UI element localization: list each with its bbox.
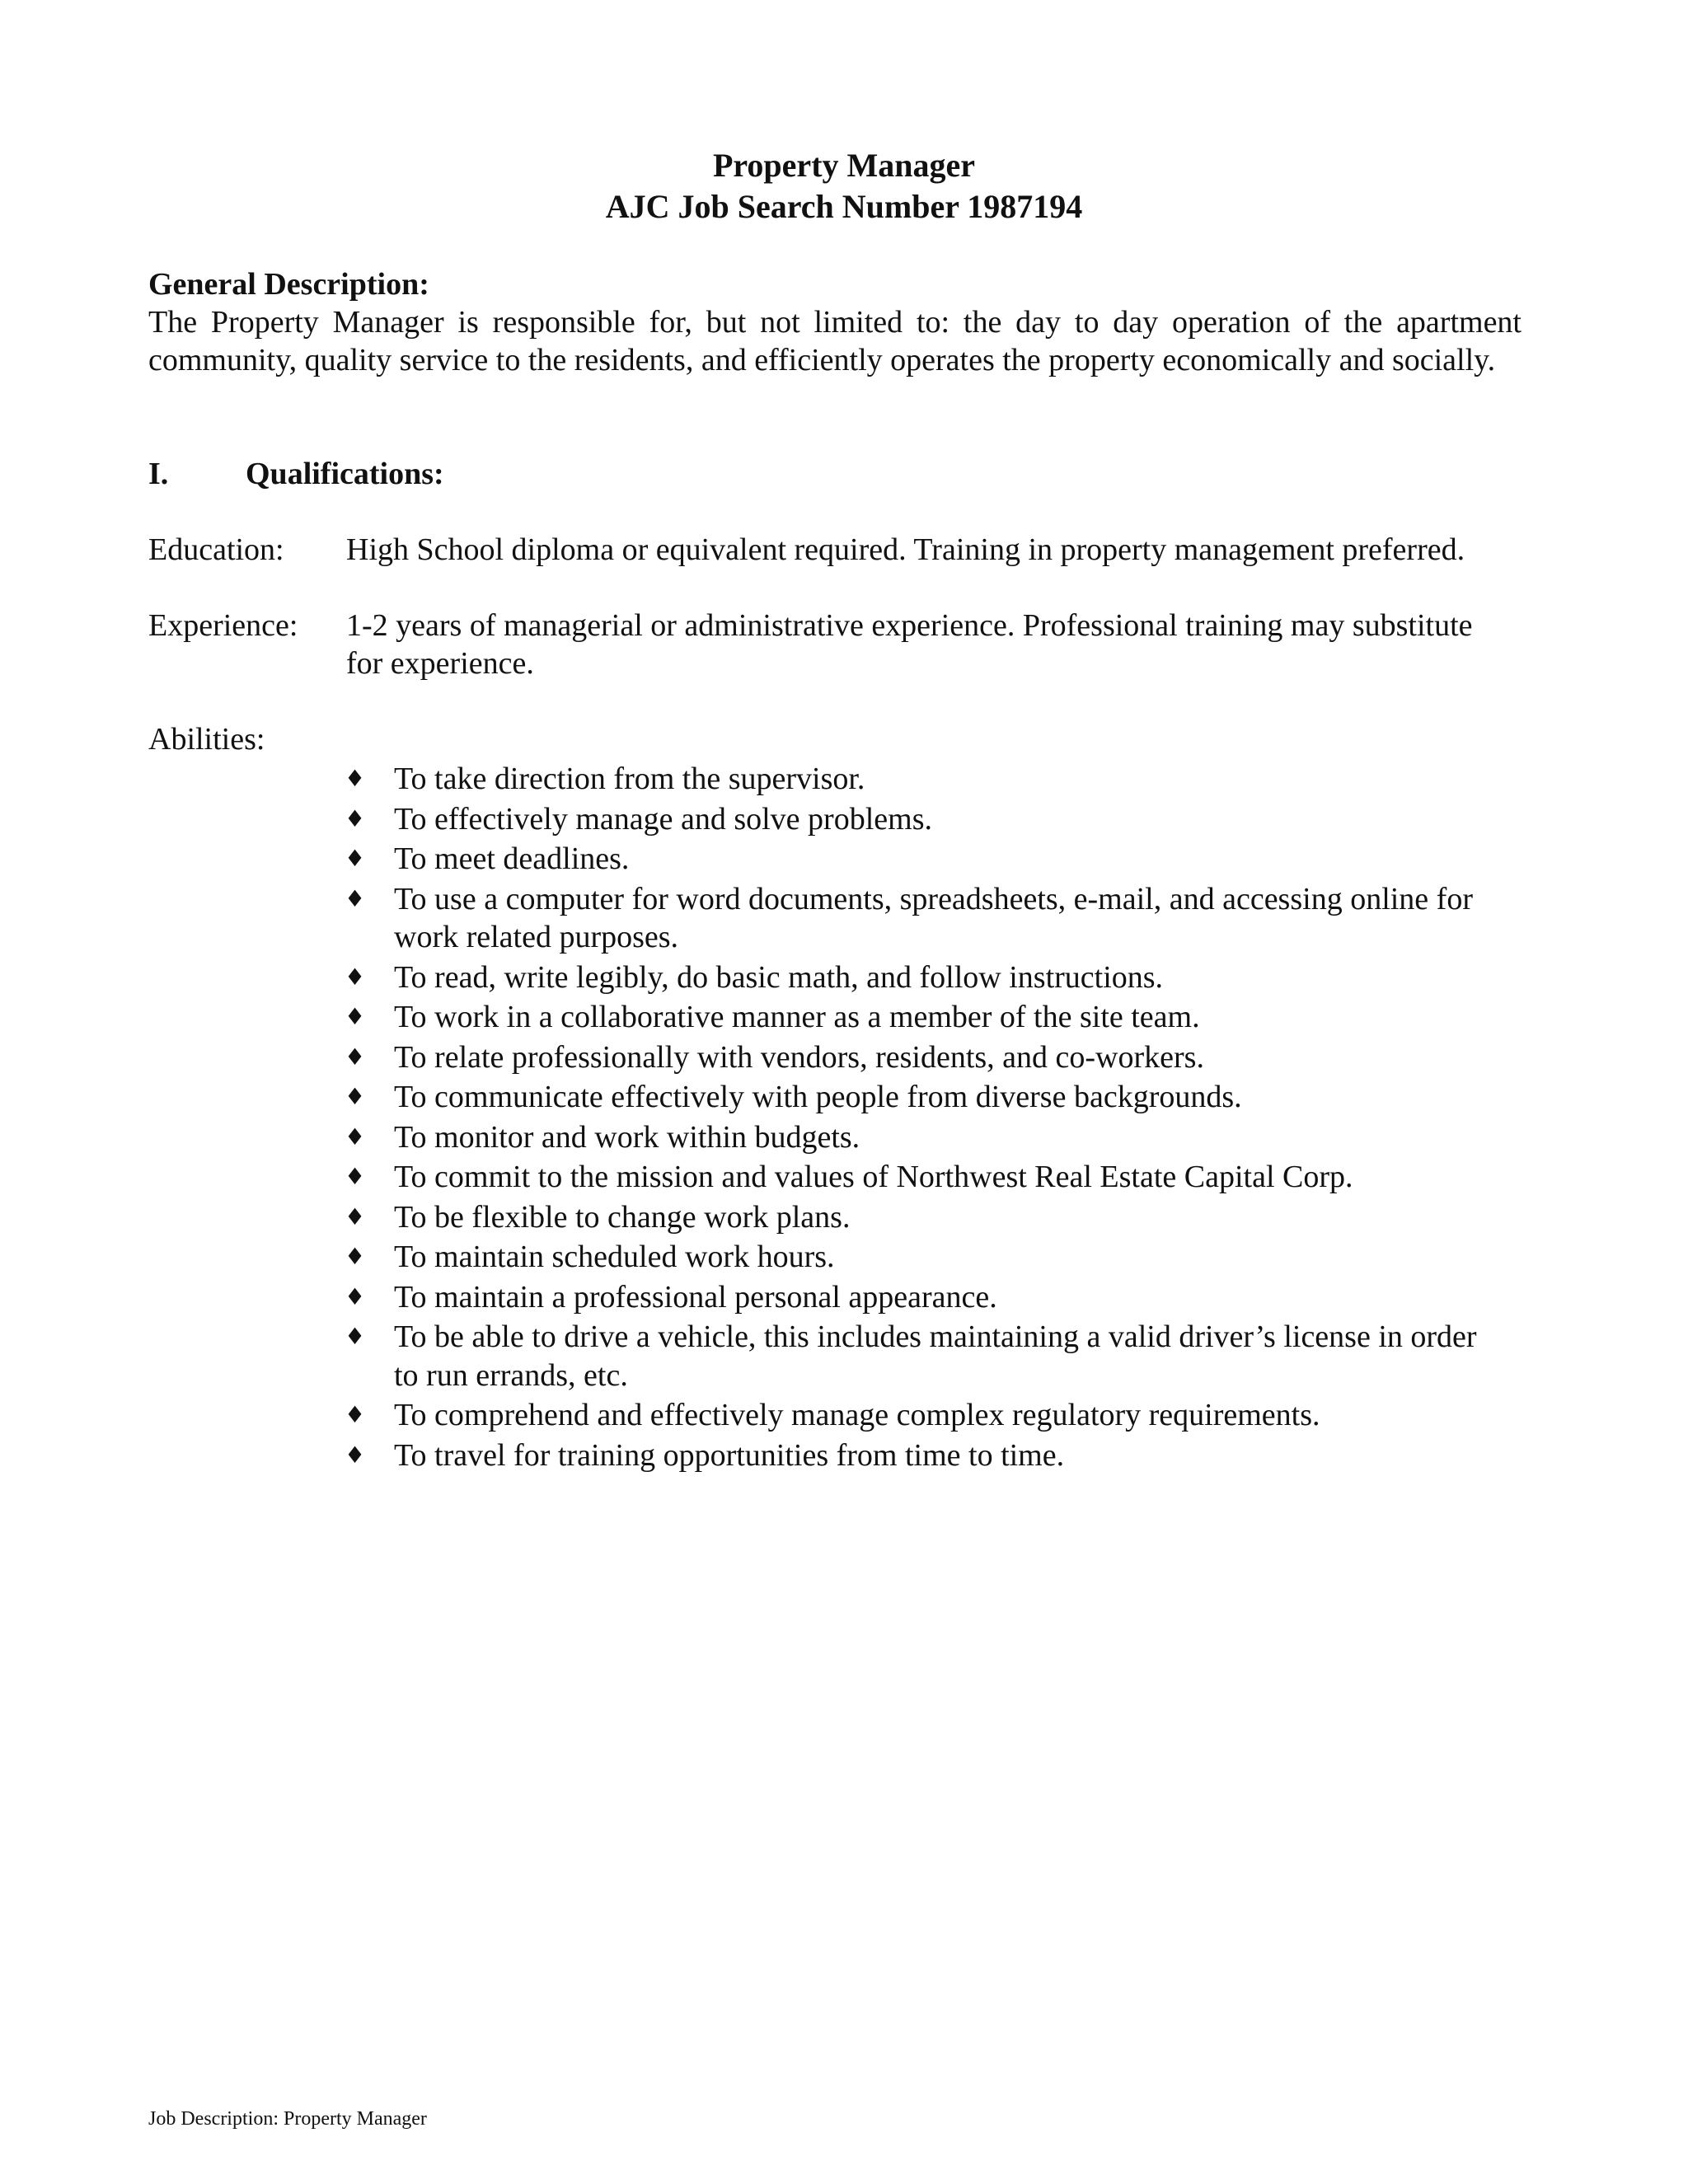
ability-list-item [345,1198,1498,1237]
diamond-bullet-icon: ♦ [345,1122,366,1151]
ability-list-item [345,998,1498,1037]
general-description-heading: General Description: [148,267,429,302]
diamond-bullet-icon: ♦ [345,1083,366,1110]
ability-text: To monitor and work within budgets. [394,1119,860,1155]
education-label: Education: [148,532,284,567]
diamond-bullet-icon: ♦ [345,884,366,912]
page-footer: Job Description: Property Manager [148,2108,427,2130]
abilities-list [345,760,1498,1476]
document-subtitle: AJC Job Search Number 1987194 [605,188,1083,225]
ability-text: To take direction from the supervisor. [394,762,865,796]
ability-text: To travel for training opportunities from time to time. [394,1437,1065,1473]
diamond-bullet-icon: ♦ [345,1003,366,1030]
diamond-bullet-icon: ♦ [345,1282,366,1310]
education-value: High School diploma or equivalent required. Training in property management preferred. [346,532,1465,567]
ability-list-item [345,800,1498,839]
ability-list-item [345,1038,1498,1077]
diamond-bullet-icon: ♦ [345,1441,366,1469]
ability-list-item [345,760,1498,799]
diamond-bullet-icon: ♦ [345,1163,366,1190]
ability-text: To be able to drive a vehicle, this includes maintaining a valid driver’s license in order to run errands, etc. [394,1319,1477,1393]
document-title: Property Manager [712,147,976,184]
ability-text: To meet deadlines. [394,841,630,876]
ability-text: To relate professionally with vendors, residents, and co-workers. [394,1039,1204,1075]
ability-text: To maintain scheduled work hours. [394,1240,835,1274]
general-description-text: The Property Manager is responsible for, but not limited to: the day to day operation of the apartment community, quality service to the residents, and efficiently operates the property economically and socially. [148,305,1522,377]
ability-list-item [345,1318,1498,1394]
ability-list-item [345,1118,1498,1157]
ability-text: To commit to the mission and values of Northwest Real Estate Capital Corp. [394,1160,1353,1194]
diamond-bullet-icon: ♦ [345,765,366,792]
ability-text: To read, write legibly, do basic math, and follow instructions. [394,959,1164,995]
diamond-bullet-icon: ♦ [345,1202,366,1230]
diamond-bullet-icon: ♦ [345,963,366,991]
ability-text: To maintain a professional personal appearance. [394,1279,997,1315]
experience-value: 1-2 years of managerial or administrative experience. Professional training may substitute for experience. [346,608,1473,681]
experience-label: Experience: [148,608,298,643]
abilities-label: Abilities: [148,722,265,757]
ability-list-item [345,1396,1498,1435]
ability-text: To use a computer for word documents, spreadsheets, e-mail, and accessing online for work related purposes. [394,881,1473,954]
ability-list-item [345,958,1498,997]
ability-text: To communicate effectively with people from diverse backgrounds. [394,1080,1242,1114]
diamond-bullet-icon: ♦ [345,1243,366,1270]
diamond-bullet-icon: ♦ [345,1401,366,1428]
ability-text: To be flexible to change work plans. [394,1199,851,1235]
diamond-bullet-icon: ♦ [345,1323,366,1350]
ability-text: To comprehend and effectively manage complex regulatory requirements. [394,1398,1320,1432]
ability-list-item [345,1278,1498,1317]
title-block [0,145,1688,227]
qualifications-title: Qualifications: [246,457,444,491]
ability-list-item [345,1078,1498,1117]
ability-list-item [345,1238,1498,1277]
diamond-bullet-icon: ♦ [345,804,366,832]
ability-list-item [345,880,1498,957]
ability-text: To work in a collaborative manner as a member of the site team. [394,1000,1200,1034]
ability-list-item [345,1158,1498,1197]
qualifications-number: I. [148,457,169,491]
qualifications-heading [148,455,444,493]
diamond-bullet-icon: ♦ [345,845,366,872]
ability-text: To effectively manage and solve problems. [394,801,932,837]
ability-list-item [345,1436,1498,1475]
ability-list-item [345,840,1498,879]
diamond-bullet-icon: ♦ [345,1043,366,1071]
